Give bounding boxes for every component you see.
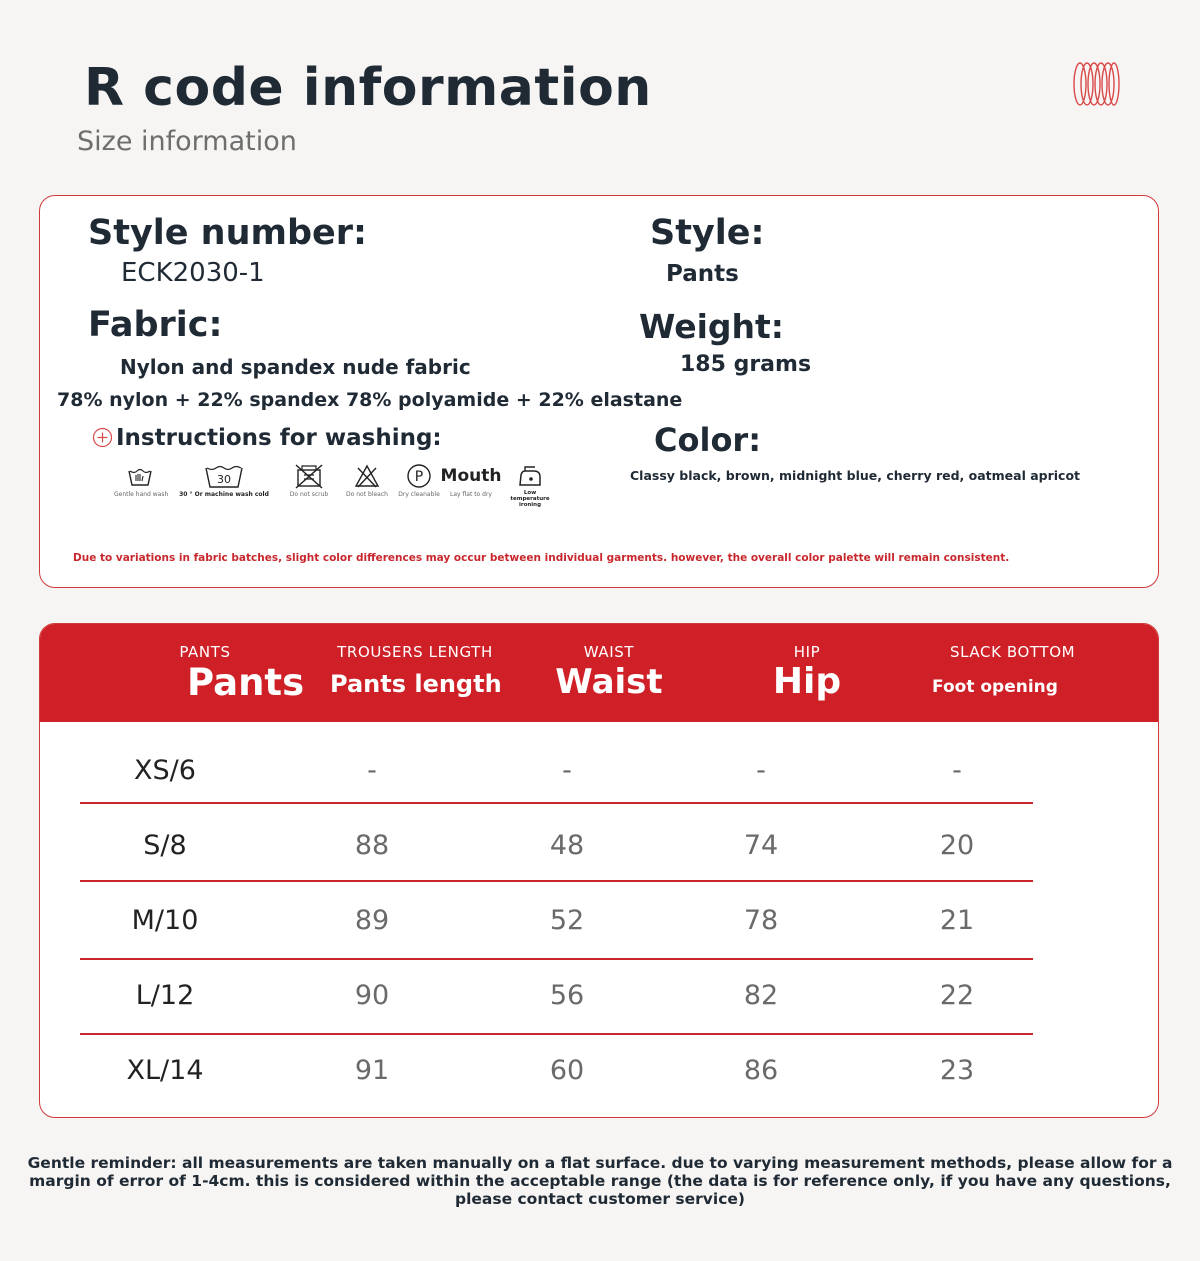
washing-label: Instructions for washing:	[116, 425, 442, 451]
wash-temperature: 30	[217, 473, 231, 486]
measurement-cell: 52	[549, 905, 585, 936]
wash-symbol-iron	[504, 463, 556, 508]
column-header-main: Waist	[555, 662, 663, 702]
size-cell: XL/14	[126, 1055, 204, 1086]
page-header	[0, 0, 1200, 190]
dry-clean-icon	[406, 463, 432, 489]
dry-clean-caption: Dry cleanable	[398, 491, 440, 498]
size-table-header	[40, 624, 1159, 722]
low-temperature-iron-icon	[517, 463, 543, 489]
column-header-hip	[742, 643, 872, 702]
style-value: Pants	[666, 261, 739, 287]
row-divider	[80, 958, 1033, 960]
measurement-cell: -	[367, 755, 377, 786]
style-label: Style:	[650, 213, 765, 253]
table-row	[80, 808, 1033, 884]
size-cell: L/12	[135, 980, 195, 1011]
measurement-cell: 20	[939, 830, 975, 861]
measurement-cell: 60	[549, 1055, 585, 1086]
column-header-length	[330, 643, 500, 698]
measurement-cell: -	[952, 755, 962, 786]
row-divider	[80, 880, 1033, 882]
measurement-cell: 82	[743, 980, 779, 1011]
column-header-en: TROUSERS LENGTH	[337, 643, 493, 661]
weight-label: Weight:	[639, 307, 785, 346]
wash-symbol-lay-flat	[440, 465, 502, 498]
size-cell: M/10	[131, 905, 199, 936]
wash-symbol-hand-wash	[114, 463, 169, 498]
column-header-en: SLACK BOTTOM	[950, 643, 1076, 661]
row-divider	[80, 1033, 1033, 1035]
no-scrub-caption: Do not scrub	[289, 491, 329, 498]
column-header-main: Foot opening	[932, 677, 1058, 697]
page-title: R code information	[84, 58, 652, 118]
measurement-cell: 89	[354, 905, 390, 936]
mouth-text: Mouth	[440, 466, 502, 486]
iron-caption: Low temperature ironing	[510, 490, 550, 508]
do-not-bleach-icon	[354, 463, 380, 489]
machine-wash-caption: 30 ° Or machine wash cold	[179, 491, 269, 498]
color-label: Color:	[654, 421, 761, 459]
measurement-cell: 91	[354, 1055, 390, 1086]
measurement-cell: 74	[743, 830, 779, 861]
measurement-cell: 88	[354, 830, 390, 861]
do-not-scrub-icon	[292, 463, 326, 489]
column-header-waist	[545, 643, 673, 702]
hand-wash-caption: Gentle hand wash	[114, 491, 169, 498]
color-variation-notice: Due to variations in fabric batches, slight color differences may occur between individual garments. however, the overall color palette will remain consistent.	[73, 552, 1010, 564]
dry-clean-letter: P	[414, 469, 424, 485]
hand-wash-icon	[127, 463, 153, 489]
row-divider	[80, 802, 1033, 804]
measurement-cell: 21	[939, 905, 975, 936]
measurement-cell: 90	[354, 980, 390, 1011]
page-subtitle: Size information	[77, 126, 297, 157]
weight-value: 185 grams	[680, 352, 812, 377]
measurement-cell: 22	[939, 980, 975, 1011]
wash-symbol-no-scrub	[284, 463, 334, 498]
column-header-foot-opening	[920, 643, 1076, 697]
plus-circle-icon	[92, 427, 113, 448]
measurement-cell: 86	[743, 1055, 779, 1086]
column-header-en: WAIST	[583, 643, 635, 661]
color-value: Classy black, brown, midnight blue, cherry red, oatmeal apricot	[630, 468, 1081, 483]
table-row	[80, 733, 1033, 809]
measurement-cell: -	[562, 755, 572, 786]
style-number-value: ECK2030-1	[121, 258, 265, 288]
column-header-size	[145, 643, 305, 704]
column-header-main: Pants length	[330, 670, 502, 698]
machine-wash-30-icon	[204, 463, 244, 489]
brand-logo-icon	[1070, 58, 1122, 110]
fabric-composition: 78% nylon + 22% spandex 78% polyamide + 22% elastane	[57, 389, 683, 411]
measurement-cell: 23	[939, 1055, 975, 1086]
column-header-en: HIP	[793, 643, 821, 661]
fabric-value: Nylon and spandex nude fabric	[120, 355, 471, 379]
table-row	[80, 958, 1033, 1034]
measurement-cell: 48	[549, 830, 585, 861]
no-bleach-caption: Do not bleach	[346, 491, 388, 498]
measurement-reminder: Gentle reminder: all measurements are taken manually on a flat surface. due to varying measurement methods, please allow for a margin of error of 1-4cm. this is considered within the acceptable range (the data is for reference only, if you have any questions, please contact customer service)	[27, 1154, 1173, 1208]
measurement-cell: 56	[549, 980, 585, 1011]
wash-symbol-no-bleach	[342, 463, 392, 498]
column-header-main: Pants	[187, 661, 305, 704]
lay-flat-caption: Lay flat to dry	[450, 491, 492, 498]
style-number-label: Style number:	[88, 213, 368, 253]
column-header-main: Hip	[772, 661, 842, 702]
size-cell: XS/6	[134, 755, 196, 786]
table-row	[80, 1033, 1033, 1109]
wash-symbol-machine-wash	[176, 463, 272, 498]
size-cell: S/8	[143, 830, 187, 861]
table-row	[80, 883, 1033, 959]
column-header-en: PANTS	[179, 643, 231, 661]
measurement-cell: 78	[743, 905, 779, 936]
measurement-cell: -	[756, 755, 766, 786]
fabric-label: Fabric:	[88, 305, 223, 345]
wash-symbol-dry-clean	[398, 463, 440, 498]
